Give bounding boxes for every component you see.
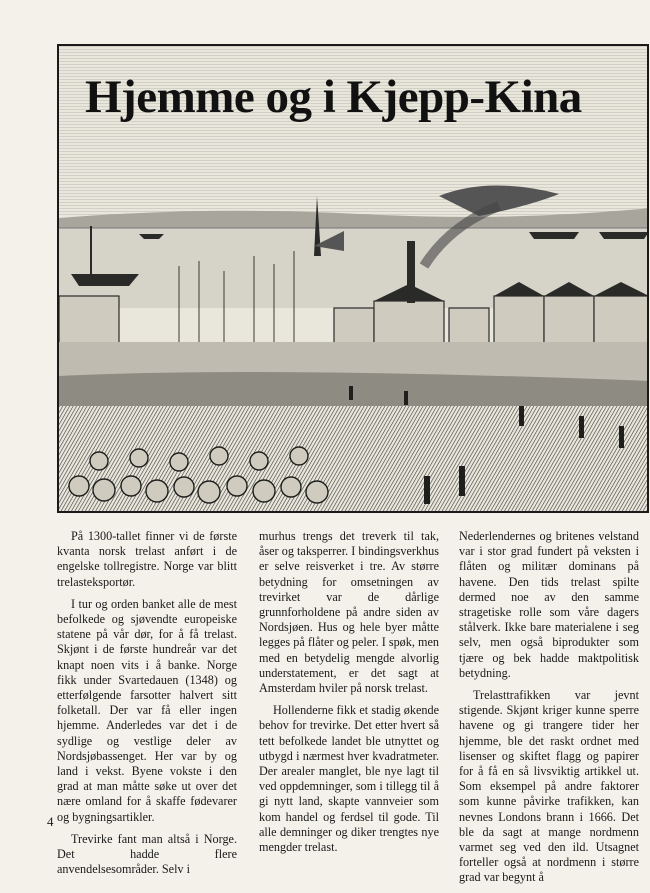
paragraph: Trelasttrafikken var jevnt stigende. Skjønt kriger kunne sperre havene og gi trangere tider her hjemme, ble det raskt ordnet med lisenser og skiftet flagg og papirer for å få en så livsviktig artikkel ut. Som eksempel på andre faktorer som kunne påvirke trafikken, kan nevnes Londons brann i 1666. Det ble da sagt at mange nordmenn varmet seg ved den ild. Utsagnet forteller også at nordmenn i større grad var begynt å [459, 688, 639, 885]
page-number: 4 [47, 814, 54, 829]
article-title: Hjemme og i Kjepp-Kina [85, 71, 582, 123]
text-column-1 [57, 529, 237, 884]
paragraph: Nederlendernes og britenes velstand var i stor grad fundert på veksten i flåten og militær dominans på havene. Den tids trelast spilte dermed noe av den samme stragetiske rolle som våre dagers stålverk. Ikke bare materialene i seg selv, men også biprodukter som tjære og bek hadde maktpolitisk betydning. [459, 529, 639, 680]
paragraph: Hollenderne fikk et stadig økende behov for trevirke. Det etter hvert så tett befolkede landet ble utnyttet og utbygd i nærmest hver kvadratmeter. Der arealer manglet, ble nye lagt til ved oppdemninger, som i tillegg til å gi nytt land, skapte vannveier som kom handel og ferdsel til gode. Til alle demninger og diker trengtes nye mengder trelast. [259, 703, 439, 855]
paragraph: Trevirke fant man altså i Norge. Det hadde flere anvendelsesområder. Selv i [57, 831, 237, 877]
paragraph: murhus trengs det treverk til tak, åser og taksperrer. I bindingsverkhus er selve reisverket i tre. Av større betydning for omsetningen av trevirket var de dårlige grunnforholdene på andre siden av Nordsjøen. Hus og hele byer måtte legges på flåter og peler. I spøk, men med en betydelig mengde alvorlig understatement, er det sagt at Amsterdam hviler på norsk trelast. [259, 529, 439, 696]
paragraph: På 1300-tallet finner vi de første kvanta norsk trelast anført i de engelske tollregistre. Norge var blitt trelasteksportør. [57, 529, 237, 589]
text-column-2 [259, 529, 439, 862]
text-column-3 [459, 529, 639, 893]
paragraph: I tur og orden banket alle de mest befolkede og sjøvendte europeiske statene på vår dør, for å få trelast. Skjønt i de første hundreår var det knapt noen vits i å banke. Norge fikk under Svartedauen (1348) og etterfølgende farsotter halvert sitt folketall. Der var få eller ingen hjemme. Anderledes var det i de sydlige og vestlige deler av Nordsjøbassenget. Her var by og land i vekst. Byene vokste i den grad at man måtte søke ut over det nære omland for å skaffe fødevarer og bygningsartikler. [57, 596, 237, 824]
sawmill-harbor-engraving [57, 44, 649, 513]
